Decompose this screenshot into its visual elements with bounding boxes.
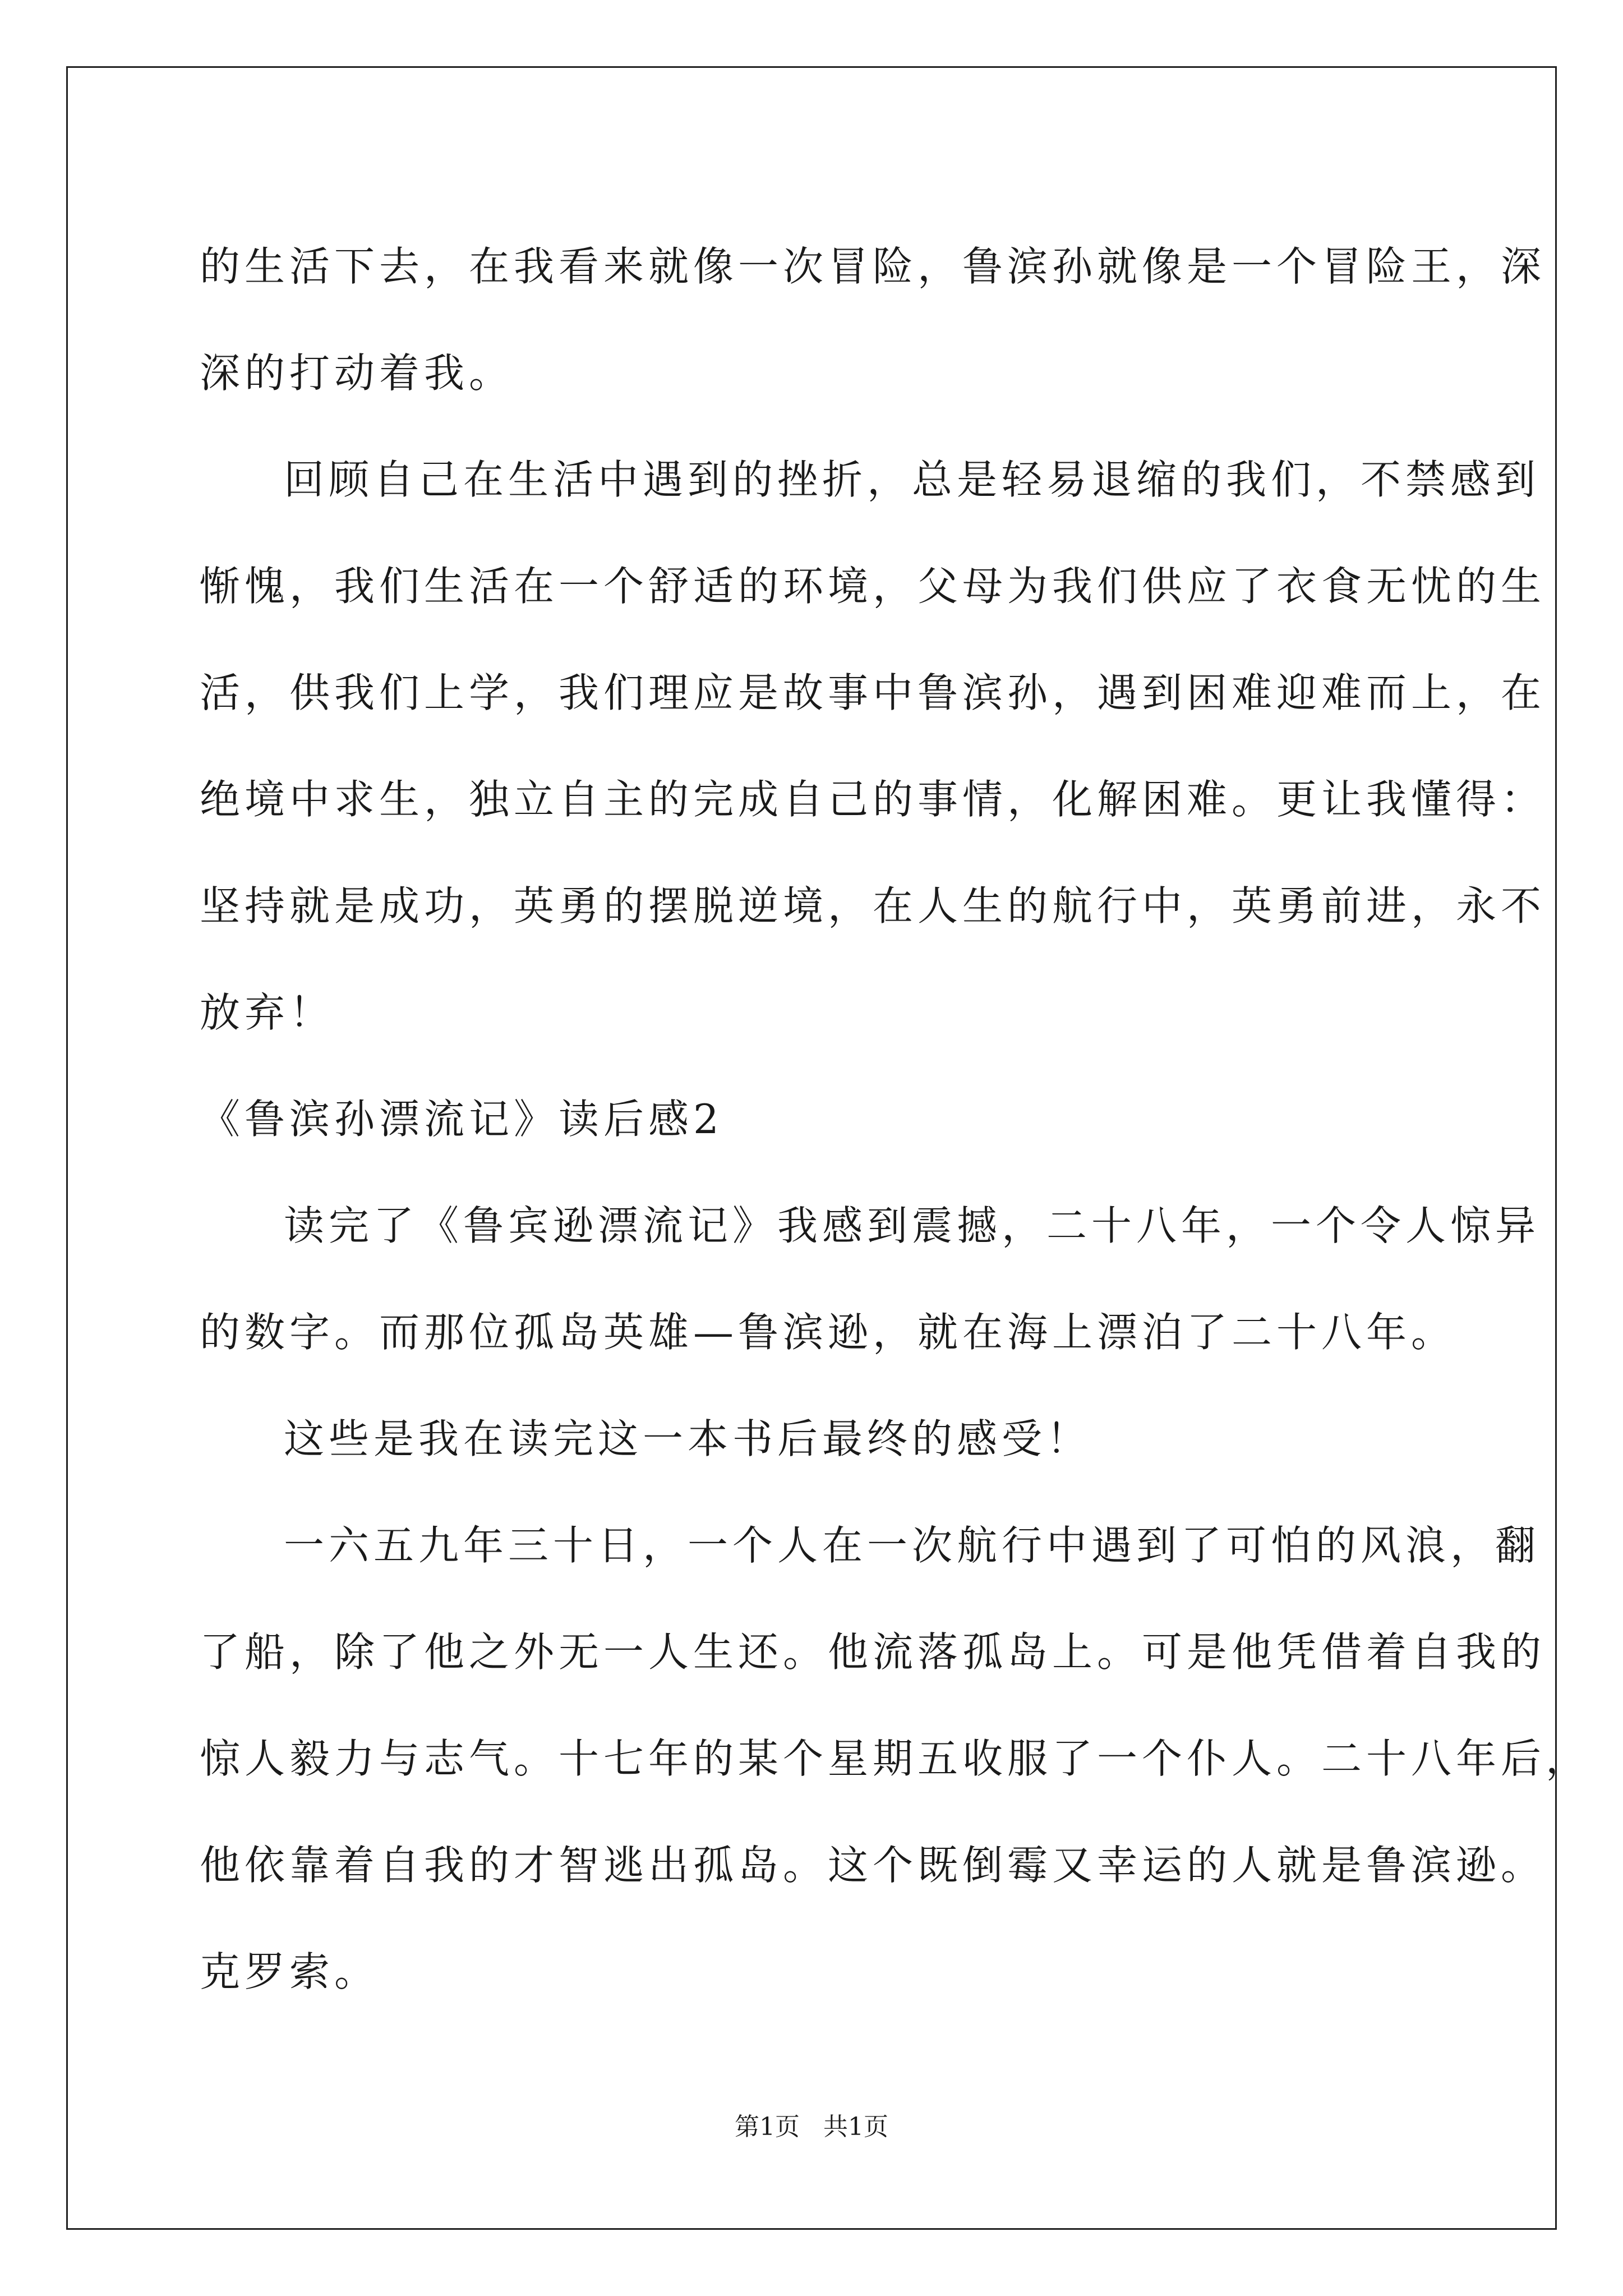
text-line: 克罗索。 xyxy=(200,1948,380,1995)
text-line: 绝境中求生，独立自主的完成自己的事情，化解困难。更让我懂得： xyxy=(200,776,1546,823)
text-line: 他依靠着自我的才智逃出孤岛。这个既倒霉又幸运的人就是鲁滨逊。 xyxy=(200,1842,1546,1889)
text-line: 坚持就是成功，英勇的摆脱逆境，在人生的航行中，英勇前进，永不 xyxy=(200,882,1546,930)
page-number-footer: 第1页 共1页 xyxy=(735,2113,888,2141)
text-line: 深的打动着我。 xyxy=(200,349,514,397)
text-line: 惊人毅力与志气。十七年的某个星期五收服了一个仆人。二十八年后， xyxy=(200,1735,1591,1782)
document-body xyxy=(200,213,1591,2025)
text-line: 了船，除了他之外无一人生还。他流落孤岛上。可是他凭借着自我的 xyxy=(200,1628,1546,1676)
paragraph-start-line: 一六五九年三十日，一个人在一次航行中遇到了可怕的风浪，翻 xyxy=(284,1522,1541,1569)
text-line: 活，供我们上学，我们理应是故事中鲁滨孙，遇到困难迎难而上，在 xyxy=(200,669,1546,716)
text-line: 放弃！ xyxy=(200,989,335,1036)
paragraph-start-line: 回顾自己在生活中遇到的挫折，总是轻易退缩的我们，不禁感到 xyxy=(284,456,1541,503)
text-line: 的数字。而那位孤岛英雄—鲁滨逊，就在海上漂泊了二十八年。 xyxy=(200,1309,1456,1356)
section-heading: 《鲁滨孙漂流记》读后感2 xyxy=(200,1096,723,1143)
text-line: 惭愧，我们生活在一个舒适的环境，父母为我们供应了衣食无忧的生 xyxy=(200,563,1546,610)
paragraph-start-line: 这些是我在读完这一本书后最终的感受！ xyxy=(284,1415,1092,1462)
paragraph-start-line: 读完了《鲁宾逊漂流记》我感到震撼，二十八年，一个令人惊异 xyxy=(284,1202,1541,1249)
text-line: 的生活下去，在我看来就像一次冒险，鲁滨孙就像是一个冒险王，深 xyxy=(200,243,1546,290)
